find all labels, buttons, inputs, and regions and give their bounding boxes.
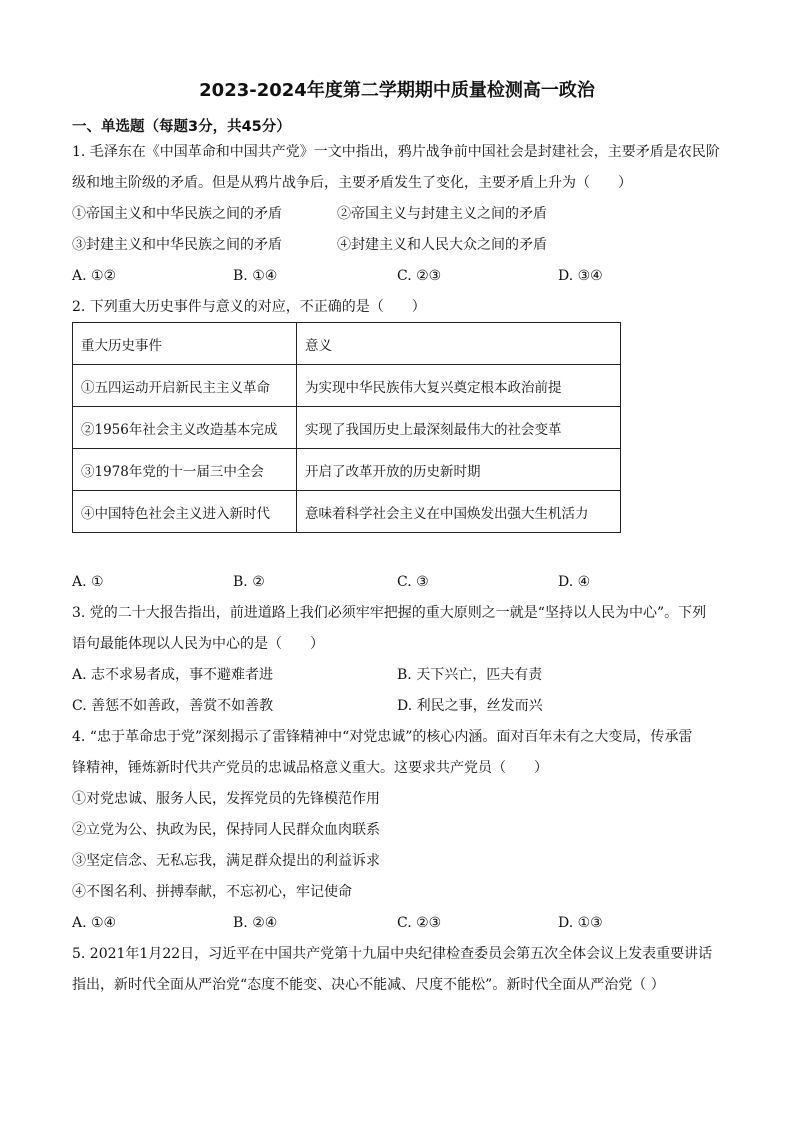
q1-statement-2: ②帝国主义与封建主义之间的矛盾 bbox=[337, 206, 547, 222]
q2-option-b[interactable]: B. ② bbox=[233, 574, 265, 590]
q2-option-c[interactable]: C. ③ bbox=[397, 574, 429, 590]
table-cell-event: ④中国特色社会主义进入新时代 bbox=[73, 491, 297, 533]
q1-statement-1: ①帝国主义和中华民族之间的矛盾 bbox=[72, 206, 282, 222]
table-cell-event: ①五四运动开启新民主主义革命 bbox=[73, 365, 297, 407]
q1-statement-3: ③封建主义和中华民族之间的矛盾 bbox=[72, 237, 282, 253]
table-cell-meaning: 开启了改革开放的历史新时期 bbox=[297, 449, 621, 491]
q1-stem-line2: 级和地主阶级的矛盾。但是从鸦片战争后，主要矛盾发生了变化，主要矛盾上升为（ ） bbox=[72, 175, 632, 191]
table-cell-event: ③1978年党的十一届三中全会 bbox=[73, 449, 297, 491]
table-cell-event: ②1956年社会主义改造基本完成 bbox=[73, 407, 297, 449]
q3-option-c[interactable]: C. 善惩不如善政，善赏不如善教 bbox=[72, 698, 274, 714]
q4-option-b[interactable]: B. ②④ bbox=[233, 915, 278, 931]
q4-statement-4: ④不图名利、拼搏奉献，不忘初心，牢记使命 bbox=[72, 884, 352, 900]
q4-statement-1: ①对党忠诚、服务人民，发挥党员的先锋模范作用 bbox=[72, 791, 380, 807]
table-row bbox=[73, 365, 621, 407]
q1-option-a[interactable]: A. ①② bbox=[72, 268, 117, 284]
q2-option-d[interactable]: D. ④ bbox=[558, 574, 591, 590]
table-row bbox=[73, 407, 621, 449]
page-title: 2023-2024年度第二学期期中质量检测高一政治 bbox=[199, 80, 595, 101]
table-cell-meaning: 为实现中华民族伟大复兴奠定根本政治前提 bbox=[297, 365, 621, 407]
q1-option-c[interactable]: C. ②③ bbox=[397, 268, 442, 284]
q4-option-c[interactable]: C. ②③ bbox=[397, 915, 442, 931]
q3-stem-line1: 3. 党的二十大报告指出，前进道路上我们必须牢牢把握的重大原则之一就是“坚持以人民为中心”。下列 bbox=[72, 605, 707, 621]
q3-stem-line2: 语句最能体现以人民为中心的是（ ） bbox=[72, 636, 324, 652]
q4-option-d[interactable]: D. ①③ bbox=[558, 915, 603, 931]
q4-stem-line1: 4. “忠于革命忠于党”深刻揭示了雷锋精神中“对党忠诚”的核心内涵。面对百年未有之大变局，传承雷 bbox=[72, 729, 693, 745]
q3-option-a[interactable]: A. 志不求易者成，事不避难者进 bbox=[72, 667, 274, 683]
table-header-cell: 意义 bbox=[297, 323, 621, 365]
q3-option-d[interactable]: D. 利民之事，丝发而兴 bbox=[397, 698, 543, 714]
section-heading: 一、单选题（每题3分，共45分） bbox=[72, 119, 291, 135]
table-row bbox=[73, 449, 621, 491]
q2-stem: 2. 下列重大历史事件与意义的对应，不正确的是（ ） bbox=[72, 299, 426, 315]
table-row bbox=[73, 491, 621, 533]
table-header-row bbox=[73, 323, 621, 365]
q4-statement-3: ③坚定信念、无私忘我，满足群众提出的利益诉求 bbox=[72, 853, 380, 869]
table-cell-meaning: 实现了我国历史上最深刻最伟大的社会变革 bbox=[297, 407, 621, 449]
q5-stem-line2: 指出，新时代全面从严治党“态度不能变、决心不能减、尺度不能松”。新时代全面从严治党（ ） bbox=[72, 977, 665, 993]
q1-option-d[interactable]: D. ③④ bbox=[558, 268, 603, 284]
q4-option-a[interactable]: A. ①④ bbox=[72, 915, 117, 931]
q5-stem-line1: 5. 2021年1月22日，习近平在中国共产党第十九届中央纪律检查委员会第五次全体会议上发表重要讲话 bbox=[72, 946, 713, 962]
q4-stem-line2: 锋精神，锤炼新时代共产党员的忠诚品格意义重大。这要求共产党员（ ） bbox=[72, 760, 548, 776]
q1-option-b[interactable]: B. ①④ bbox=[233, 268, 278, 284]
table-cell-meaning: 意味着科学社会主义在中国焕发出强大生机活力 bbox=[297, 491, 621, 533]
q3-option-b[interactable]: B. 天下兴亡，匹夫有责 bbox=[397, 667, 543, 683]
table-header-cell: 重大历史事件 bbox=[73, 323, 297, 365]
events-table bbox=[72, 322, 621, 533]
q4-statement-2: ②立党为公、执政为民，保持同人民群众血肉联系 bbox=[72, 822, 380, 838]
q1-stem-line1: 1. 毛泽东在《中国革命和中国共产党》一文中指出，鸦片战争前中国社会是封建社会，主要矛盾是农民阶 bbox=[72, 144, 720, 160]
q1-statement-4: ④封建主义和人民大众之间的矛盾 bbox=[337, 237, 547, 253]
q2-option-a[interactable]: A. ① bbox=[72, 574, 104, 590]
